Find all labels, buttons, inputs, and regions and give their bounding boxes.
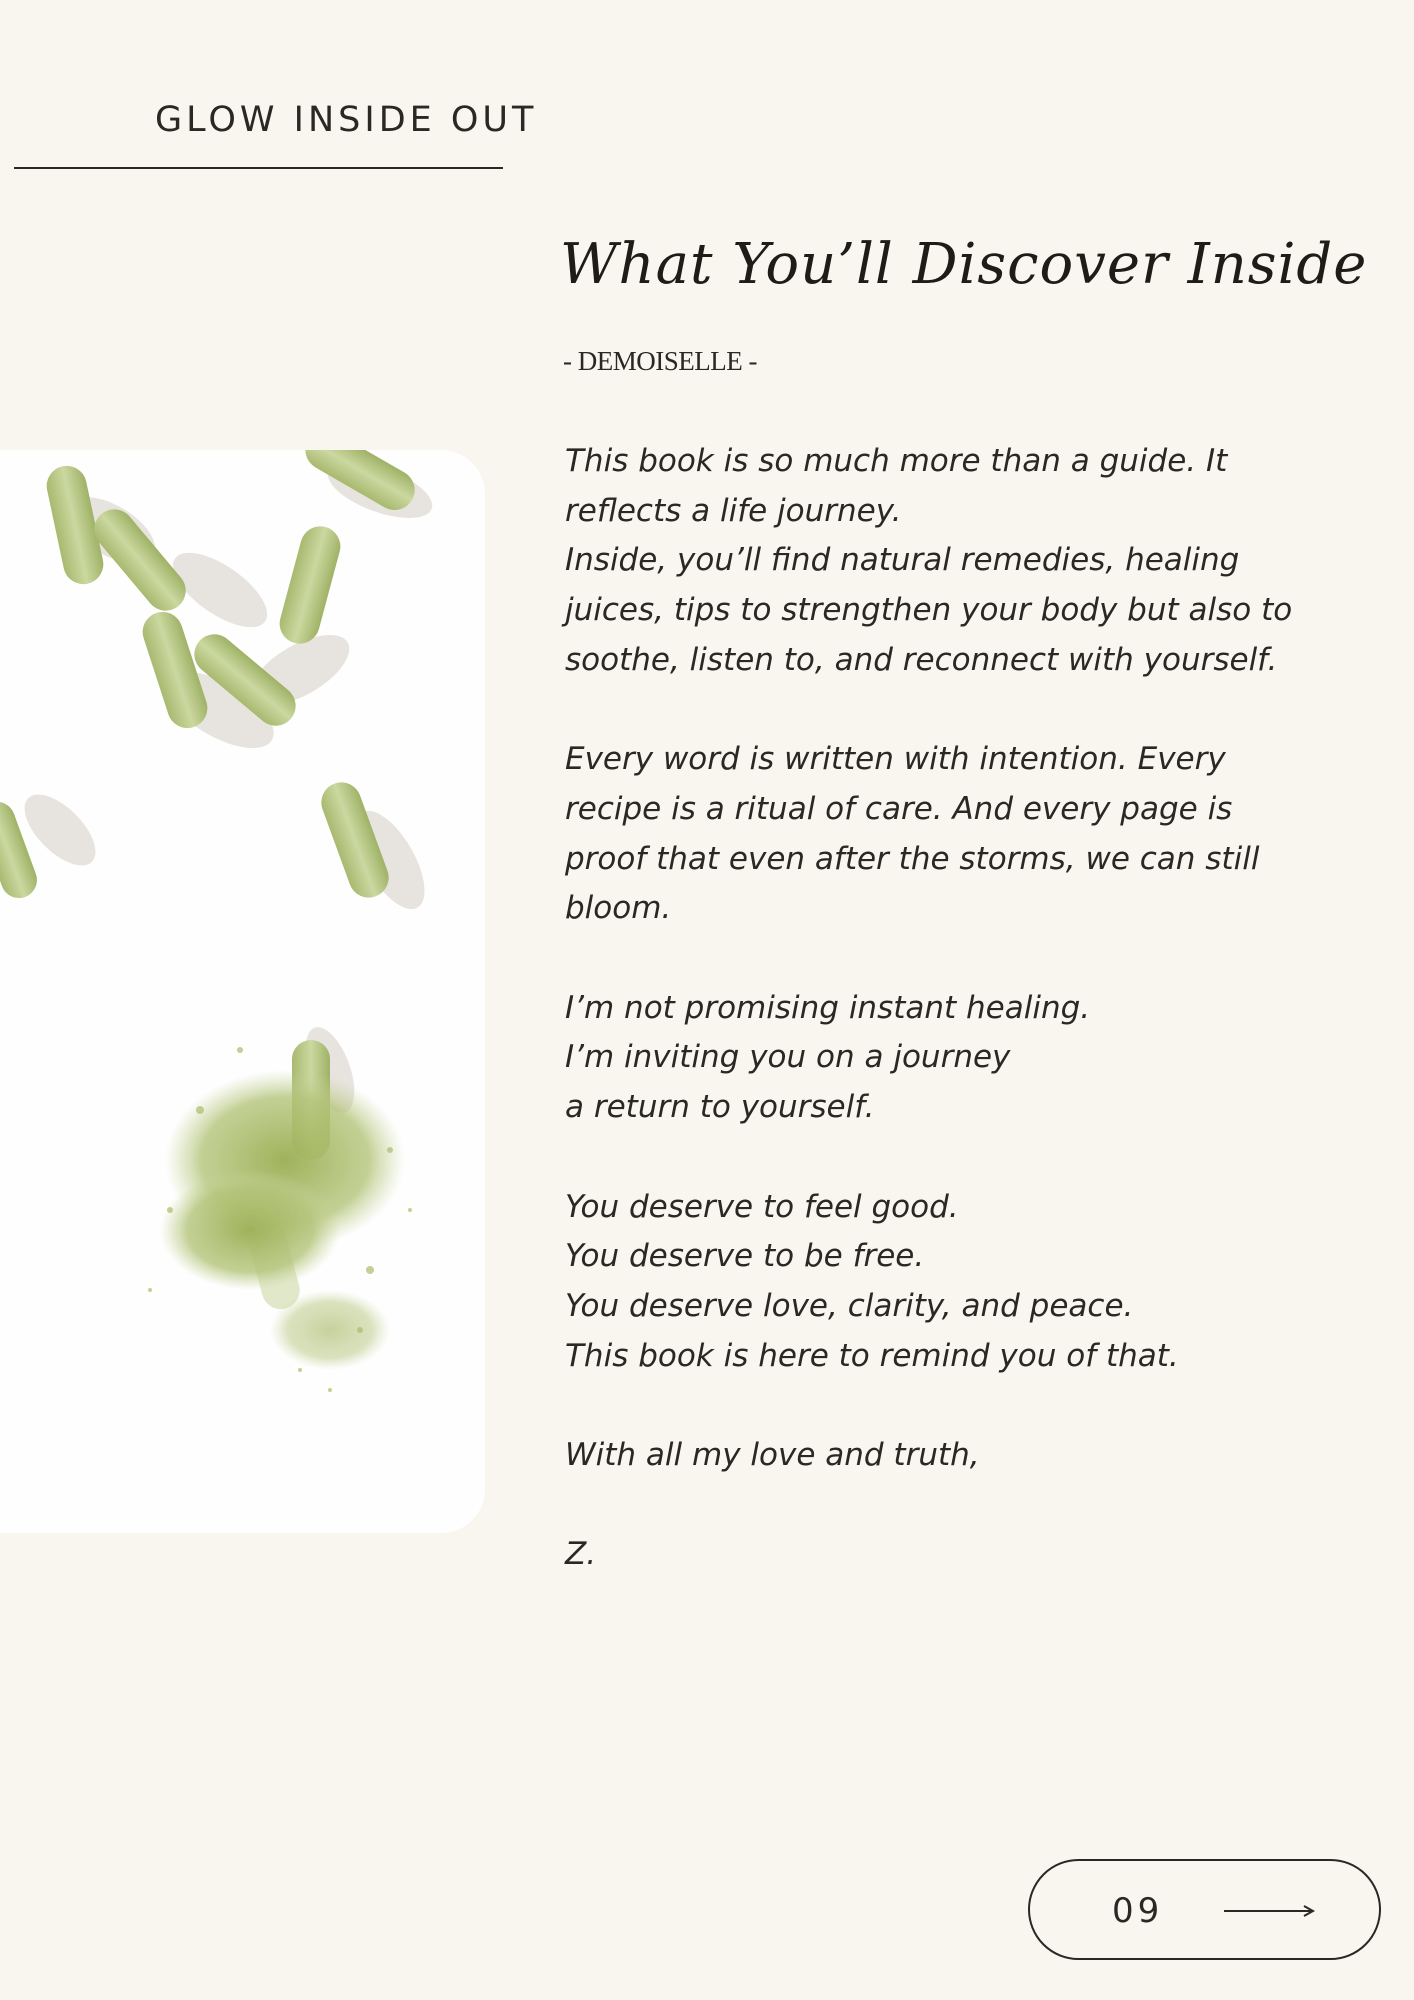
body-line: bloom. xyxy=(565,890,672,927)
paragraph-5 xyxy=(565,1431,1325,1481)
body-line: a return to yourself. xyxy=(565,1089,875,1126)
body-line: This book is so much more than a guide. It xyxy=(565,443,1228,479)
page-title: What You’ll Discover Inside xyxy=(560,232,1368,297)
body-line: reflects a life journey. xyxy=(565,492,902,529)
intro-body xyxy=(565,437,1325,1630)
body-line: You deserve love, clarity, and peace. xyxy=(565,1287,1134,1324)
signature: Z. xyxy=(565,1536,597,1573)
paragraph-3 xyxy=(565,984,1325,1133)
body-line: Inside, you’ll find natural remedies, healing xyxy=(565,542,1240,579)
body-line: This book is here to remind you of that. xyxy=(565,1337,1179,1374)
body-line: proof that even after the storms, we can still xyxy=(565,840,1260,877)
paragraph-4 xyxy=(565,1183,1325,1382)
paragraph-6 xyxy=(565,1530,1325,1580)
body-line: soothe, listen to, and reconnect with yourself. xyxy=(565,641,1278,678)
paragraph-2 xyxy=(565,735,1325,934)
body-line: You deserve to be free. xyxy=(565,1238,925,1275)
paragraph-1 xyxy=(565,437,1325,686)
body-line: recipe is a ritual of care. And every page is xyxy=(565,790,1233,827)
body-line: Every word is written with intention. Every xyxy=(565,741,1226,778)
brand-divider xyxy=(14,167,503,169)
capsules-photo xyxy=(0,450,485,1533)
page-number: 09 xyxy=(1112,1891,1164,1931)
next-page-button[interactable] xyxy=(1028,1859,1381,1960)
body-line: I’m inviting you on a journey xyxy=(565,1039,1011,1076)
body-line: You deserve to feel good. xyxy=(565,1188,959,1225)
capsules-illustration xyxy=(0,450,485,1533)
arrow-right-icon xyxy=(1224,1903,1316,1919)
body-line: I’m not promising instant healing. xyxy=(565,989,1091,1026)
brand-title: GLOW INSIDE OUT xyxy=(155,100,538,140)
page-subtitle: - DEMOISELLE - xyxy=(563,346,757,376)
body-line: juices, tips to strengthen your body but also to xyxy=(565,592,1293,629)
sign-off: With all my love and truth, xyxy=(565,1437,980,1473)
